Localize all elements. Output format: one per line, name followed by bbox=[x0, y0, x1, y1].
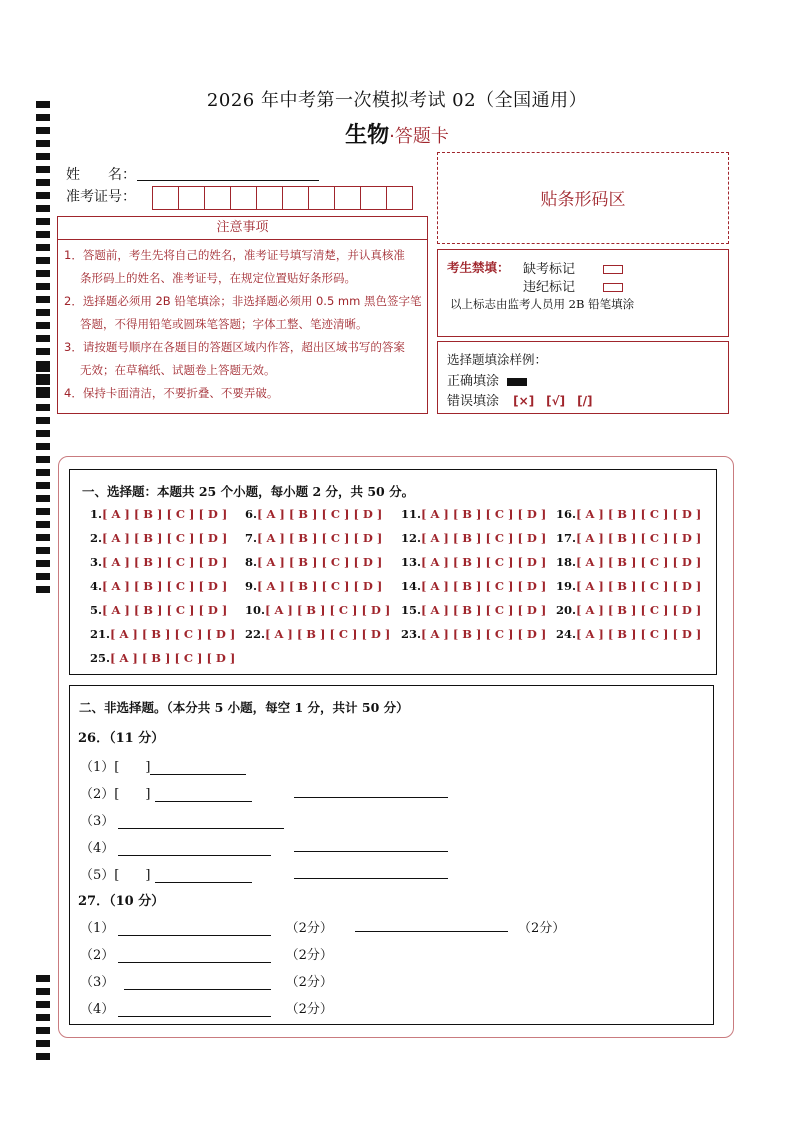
mc-options[interactable]: [ A ] [ B ] [ C ] [ D ] bbox=[265, 603, 391, 617]
q26-part5-blank-a[interactable] bbox=[155, 868, 252, 883]
mc-question-23[interactable] bbox=[401, 627, 546, 641]
mc-question-number: 23. bbox=[401, 627, 422, 641]
q27-part2 bbox=[80, 944, 333, 963]
mc-question-number: 4. bbox=[90, 579, 103, 593]
name-label: 姓 名： bbox=[66, 167, 136, 183]
id-label: 准考证号： bbox=[66, 189, 136, 205]
mc-question-8[interactable] bbox=[245, 555, 382, 569]
q27-part4-points: （2分） bbox=[285, 1002, 333, 1017]
mc-question-number: 17. bbox=[556, 531, 577, 545]
mc-options[interactable]: [ A ] [ B ] [ C ] [ D ] bbox=[576, 579, 702, 593]
mc-question-20[interactable] bbox=[556, 603, 701, 617]
notice-item-3-line2: 无效；在草稿纸、试题卷上答题无效。 bbox=[80, 363, 276, 377]
mc-question-number: 5. bbox=[90, 603, 103, 617]
mc-question-number: 20. bbox=[556, 603, 577, 617]
mc-question-number: 14. bbox=[401, 579, 422, 593]
mc-question-number: 7. bbox=[245, 531, 258, 545]
mc-question-3[interactable] bbox=[90, 555, 227, 569]
question-26-header: 26．（11 分） bbox=[78, 731, 165, 746]
notice-item-2-line1: 2．选择题必须用 2B 铅笔填涂；非选择题必须用 0.5 mm 黑色签字笔 bbox=[64, 294, 422, 308]
section1-title: 一、选择题：本题共 25 个小题，每小题 2 分，共 50 分。 bbox=[82, 484, 415, 499]
q26-part3-label: （3） bbox=[80, 814, 115, 829]
q27-part1-blank-a[interactable] bbox=[118, 921, 271, 936]
exam-title: 2026 年中考第一次模拟考试 02（全国通用） bbox=[206, 90, 588, 111]
q27-part2-blank[interactable] bbox=[118, 948, 271, 963]
mc-question-number: 18. bbox=[556, 555, 577, 569]
section1-box bbox=[69, 469, 717, 675]
notice-item-3-line1: 3．请按题号顺序在各题目的答题区域内作答，超出区域书写的答案 bbox=[64, 340, 405, 354]
mc-question-15[interactable] bbox=[401, 603, 546, 617]
mc-question-17[interactable] bbox=[556, 531, 701, 545]
mc-question-number: 11. bbox=[401, 507, 422, 521]
mc-options[interactable]: [ A ] [ B ] [ C ] [ D ] bbox=[110, 651, 236, 665]
q27-part1 bbox=[80, 917, 333, 936]
mc-question-number: 9. bbox=[245, 579, 258, 593]
mc-options[interactable]: [ A ] [ B ] [ C ] [ D ] bbox=[576, 507, 702, 521]
violation-mark-label: 违纪标记 bbox=[523, 280, 576, 295]
forbidden-box bbox=[437, 249, 729, 337]
mc-question-number: 19. bbox=[556, 579, 577, 593]
notice-item-2-line2: 答题，不得用铅笔或圆珠笔答题；字体工整、笔迹清晰。 bbox=[80, 317, 368, 331]
mc-question-13[interactable] bbox=[401, 555, 546, 569]
q27-part1-points-b: （2分） bbox=[518, 921, 566, 936]
mc-question-21[interactable] bbox=[90, 627, 235, 641]
q26-part3 bbox=[80, 810, 284, 829]
mc-options[interactable]: [ A ] [ B ] [ C ] [ D ] bbox=[257, 531, 383, 545]
q26-part3-blank[interactable] bbox=[118, 814, 284, 829]
mc-question-number: 10. bbox=[245, 603, 266, 617]
forbidden-note: 以上标志由监考人员用 2B 铅笔填涂 bbox=[450, 297, 635, 311]
mc-options[interactable]: [ A ] [ B ] [ C ] [ D ] bbox=[102, 531, 228, 545]
mc-options[interactable]: [ A ] [ B ] [ C ] [ D ] bbox=[576, 555, 702, 569]
mc-question-number: 3. bbox=[90, 555, 103, 569]
mc-question-12[interactable] bbox=[401, 531, 546, 545]
q27-part4-blank[interactable] bbox=[118, 1002, 271, 1017]
q26-part4-blank-b[interactable] bbox=[294, 837, 448, 852]
q26-part5 bbox=[80, 864, 252, 883]
mc-options[interactable]: [ A ] [ B ] [ C ] [ D ] bbox=[576, 531, 702, 545]
name-field[interactable] bbox=[137, 162, 319, 181]
wrong-fill-samples: [×] [√] [/] bbox=[513, 394, 593, 408]
fill-example-title: 选择题填涂样例： bbox=[447, 352, 548, 367]
q27-part4 bbox=[80, 998, 333, 1017]
mc-options[interactable]: [ A ] [ B ] [ C ] [ D ] bbox=[102, 507, 228, 521]
mc-question-25[interactable] bbox=[90, 651, 235, 665]
q27-part2-label: （2） bbox=[80, 948, 115, 963]
mc-options[interactable]: [ A ] [ B ] [ C ] [ D ] bbox=[257, 555, 383, 569]
notice-item-4-line1: 4．保持卡面清洁，不要折叠、不要弄破。 bbox=[64, 386, 279, 400]
q26-part1-label: （1） bbox=[80, 760, 115, 775]
id-number-boxes[interactable] bbox=[152, 186, 412, 210]
q27-part3 bbox=[80, 971, 333, 990]
timing-marks-middle bbox=[36, 365, 50, 599]
wrong-fill-row bbox=[447, 390, 593, 409]
q26-part2-label: （2） bbox=[80, 787, 115, 802]
q26-part4 bbox=[80, 837, 271, 856]
mc-question-2[interactable] bbox=[90, 531, 227, 545]
q26-part5-blank-b[interactable] bbox=[294, 864, 448, 879]
q27-part1-label: （1） bbox=[80, 921, 115, 936]
q26-part5-bracket[interactable]: [ ] bbox=[114, 868, 151, 883]
q26-part4-label: （4） bbox=[80, 841, 115, 856]
question-27-header: 27．（10 分） bbox=[78, 894, 165, 909]
mc-question-19[interactable] bbox=[556, 579, 701, 593]
mc-options[interactable]: [ A ] [ B ] [ C ] [ D ] bbox=[421, 579, 547, 593]
notice-box bbox=[57, 216, 428, 414]
mc-question-number: 2. bbox=[90, 531, 103, 545]
q26-part2 bbox=[80, 783, 252, 802]
q27-part3-blank[interactable] bbox=[124, 975, 271, 990]
subtitle-suffix: ·答题卡 bbox=[389, 126, 449, 147]
section2-title: 二、非选择题。（本分共 5 小题，每空 1 分，共计 50 分） bbox=[79, 700, 409, 715]
mc-options[interactable]: [ A ] [ B ] [ C ] [ D ] bbox=[576, 627, 702, 641]
mc-options[interactable]: [ A ] [ B ] [ C ] [ D ] bbox=[421, 603, 547, 617]
mc-question-4[interactable] bbox=[90, 579, 227, 593]
q27-part3-points: （2分） bbox=[285, 975, 333, 990]
mc-options[interactable]: [ A ] [ B ] [ C ] [ D ] bbox=[421, 555, 547, 569]
q26-part5-label: （5） bbox=[80, 868, 115, 883]
mc-question-number: 8. bbox=[245, 555, 258, 569]
mc-question-6[interactable] bbox=[245, 507, 382, 521]
mc-options[interactable]: [ A ] [ B ] [ C ] [ D ] bbox=[102, 555, 228, 569]
mc-question-number: 15. bbox=[401, 603, 422, 617]
mc-question-10[interactable] bbox=[245, 603, 390, 617]
q27-part4-label: （4） bbox=[80, 1002, 115, 1017]
mc-question-24[interactable] bbox=[556, 627, 701, 641]
correct-fill-label: 正确填涂 bbox=[447, 374, 500, 389]
q27-part1-blank-b[interactable] bbox=[355, 917, 508, 932]
mc-question-7[interactable] bbox=[245, 531, 382, 545]
absent-mark-label: 缺考标记 bbox=[523, 262, 576, 277]
barcode-label: 贴条形码区 bbox=[540, 190, 626, 210]
wrong-fill-label: 错误填涂 bbox=[447, 394, 500, 409]
barcode-area bbox=[437, 152, 729, 244]
mc-question-16[interactable] bbox=[556, 507, 701, 521]
q26-part1 bbox=[80, 756, 246, 775]
mc-options[interactable]: [ A ] [ B ] [ C ] [ D ] bbox=[421, 627, 547, 641]
q27-part1-points-a: （2分） bbox=[285, 921, 333, 936]
subject-name: 生物 bbox=[345, 123, 390, 148]
mc-question-number: 1. bbox=[90, 507, 103, 521]
timing-marks-bottom bbox=[36, 975, 50, 1066]
mc-options[interactable]: [ A ] [ B ] [ C ] [ D ] bbox=[110, 627, 236, 641]
mc-question-9[interactable] bbox=[245, 579, 382, 593]
correct-fill-sample bbox=[507, 378, 527, 386]
mc-question-number: 24. bbox=[556, 627, 577, 641]
mc-question-5[interactable] bbox=[90, 603, 227, 617]
notice-item-1-line2: 条形码上的姓名、准考证号，在规定位置贴好条形码。 bbox=[80, 271, 356, 285]
mc-options[interactable]: [ A ] [ B ] [ C ] [ D ] bbox=[102, 603, 228, 617]
q26-part2-blank-b[interactable] bbox=[294, 783, 448, 798]
fill-example-box bbox=[437, 341, 729, 414]
mc-question-1[interactable] bbox=[90, 507, 227, 521]
q26-part2-blank-a[interactable] bbox=[155, 787, 252, 802]
q26-part4-blank-a[interactable] bbox=[118, 841, 271, 856]
notice-item-4 bbox=[58, 382, 427, 405]
q26-part1-bracket[interactable]: [ ] bbox=[114, 760, 151, 775]
mc-options[interactable]: [ A ] [ B ] [ C ] [ D ] bbox=[421, 531, 547, 545]
answer-card-subtitle bbox=[0, 118, 794, 149]
notice-item-3 bbox=[58, 336, 427, 382]
mc-options[interactable]: [ A ] [ B ] [ C ] [ D ] bbox=[421, 507, 547, 521]
mc-options[interactable]: [ A ] [ B ] [ C ] [ D ] bbox=[576, 603, 702, 617]
mc-options[interactable]: [ A ] [ B ] [ C ] [ D ] bbox=[257, 579, 383, 593]
q27-part2-points: （2分） bbox=[285, 948, 333, 963]
violation-mark-row bbox=[523, 276, 623, 295]
mc-question-number: 12. bbox=[401, 531, 422, 545]
mc-question-11[interactable] bbox=[401, 507, 546, 521]
violation-mark-box[interactable] bbox=[603, 283, 623, 292]
mc-options[interactable]: [ A ] [ B ] [ C ] [ D ] bbox=[257, 507, 383, 521]
q26-part1-blank[interactable] bbox=[150, 760, 246, 775]
mc-question-number: 16. bbox=[556, 507, 577, 521]
absent-mark-row bbox=[523, 258, 623, 277]
notice-title: 注意事项 bbox=[58, 217, 427, 240]
mc-question-number: 22. bbox=[245, 627, 266, 641]
q27-part3-label: （3） bbox=[80, 975, 115, 990]
mc-options[interactable]: [ A ] [ B ] [ C ] [ D ] bbox=[102, 579, 228, 593]
mc-options[interactable]: [ A ] [ B ] [ C ] [ D ] bbox=[265, 627, 391, 641]
absent-mark-box[interactable] bbox=[603, 265, 623, 274]
mc-question-number: 21. bbox=[90, 627, 111, 641]
forbidden-label: 考生禁填： bbox=[447, 260, 510, 275]
correct-fill-row bbox=[447, 370, 527, 389]
notice-item-2 bbox=[58, 290, 427, 336]
mc-question-18[interactable] bbox=[556, 555, 701, 569]
notice-item-1 bbox=[58, 244, 427, 290]
mc-question-number: 25. bbox=[90, 651, 111, 665]
notice-item-1-line1: 1．答题前，考生先将自己的姓名，准考证号填写清楚，并认真核准 bbox=[64, 248, 405, 262]
q26-part2-bracket[interactable]: [ ] bbox=[114, 787, 151, 802]
mc-question-number: 13. bbox=[401, 555, 422, 569]
mc-question-22[interactable] bbox=[245, 627, 390, 641]
mc-question-14[interactable] bbox=[401, 579, 546, 593]
mc-question-number: 6. bbox=[245, 507, 258, 521]
